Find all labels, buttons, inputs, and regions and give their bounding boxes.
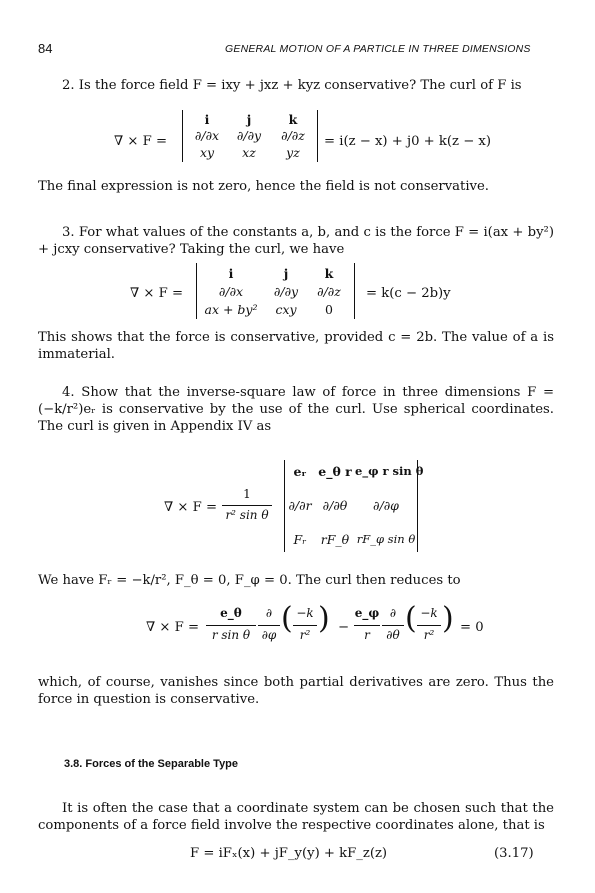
matrix-cell: ∂/∂r xyxy=(288,498,312,513)
equation-3-17: F = iFₓ(x) + jF_y(y) + kF_z(z) xyxy=(190,846,388,861)
example-3-question: 3. For what values of the constants a, b, and c is the force F = i(ax + by²) + jcxy conservative? Taking the curl, we have xyxy=(38,225,554,257)
term1-denominator: r sin θ xyxy=(211,628,251,642)
matrix-cell: e_θ r xyxy=(318,464,352,479)
matrix-cell: ∂/∂z xyxy=(317,284,341,299)
term2-numerator: e_φ xyxy=(354,606,380,620)
inner-denominator: r² xyxy=(423,628,435,642)
fraction-bar xyxy=(417,625,441,626)
matrix-cell: yz xyxy=(286,145,300,160)
matrix-cell: 0 xyxy=(325,302,333,317)
inner-numerator: −k xyxy=(420,606,438,620)
matrix-cell: cxy xyxy=(275,302,297,317)
example-3-conclusion: This shows that the force is conservative, provided c = 2b. The value of a is immaterial. xyxy=(38,330,554,362)
matrix-cell: k xyxy=(324,266,334,281)
matrix-cell: j xyxy=(246,112,252,127)
prefactor-numerator: 1 xyxy=(243,487,251,501)
fraction-bar xyxy=(293,625,317,626)
fraction-bar xyxy=(222,505,272,506)
matrix-cell: xz xyxy=(242,145,256,160)
inner-numerator: −k xyxy=(296,606,314,620)
matrix-cell: xy xyxy=(199,145,215,160)
matrix-cell: i xyxy=(228,266,234,281)
matrix-cell: Fᵣ xyxy=(293,532,307,547)
example-4-given: We have Fᵣ = −k/r², F_θ = 0, F_φ = 0. The curl then reduces to xyxy=(38,573,461,588)
matrix-cell: e_φ r sin θ xyxy=(355,464,424,478)
section-heading: 3.8. Forces of the Separable Type xyxy=(64,758,239,770)
matrix-cell: ∂/∂x xyxy=(218,284,244,299)
example-4-conclusion: which, of course, vanishes since both partial derivatives are zero. Thus the force in question is conservative. xyxy=(38,675,554,707)
page-number: 84 xyxy=(38,41,53,56)
matrix-cell: ∂/∂y xyxy=(236,128,262,143)
fraction-bar xyxy=(382,625,404,626)
determinant xyxy=(196,263,355,319)
minus-sign: − xyxy=(338,620,350,635)
matrix-cell: ∂/∂z xyxy=(281,128,305,143)
reduced-result: = 0 xyxy=(460,620,484,635)
left-paren: ( xyxy=(405,601,417,636)
prefactor-denominator: r² sin θ xyxy=(225,508,269,522)
matrix-cell: ∂/∂x xyxy=(194,128,220,143)
running-header: GENERAL MOTION OF A PARTICLE IN THREE DIMENSIONS xyxy=(225,43,531,55)
curl-lhs: ∇ × F = xyxy=(130,286,184,301)
term2-denominator: r xyxy=(364,628,370,642)
matrix-cell: i xyxy=(204,112,210,127)
matrix-cell: rF_θ xyxy=(320,532,350,547)
equation-number: (3.17) xyxy=(494,846,534,861)
curl-result: = k(c − 2b)y xyxy=(366,286,451,301)
right-paren: ) xyxy=(318,601,330,636)
term1-numerator: e_θ xyxy=(220,606,242,620)
matrix-cell: ax + by² xyxy=(204,302,258,317)
determinant xyxy=(182,110,318,162)
determinant xyxy=(284,460,424,552)
partial-numerator: ∂ xyxy=(265,606,273,620)
fraction-bar xyxy=(258,625,280,626)
inner-denominator: r² xyxy=(299,628,311,642)
matrix-cell: k xyxy=(288,112,298,127)
matrix-cell: eᵣ xyxy=(293,464,307,479)
curl-result: = i(z − x) + j0 + k(z − x) xyxy=(324,134,492,149)
partial-denominator: ∂θ xyxy=(386,628,400,642)
matrix-cell: ∂/∂y xyxy=(273,284,299,299)
partial-numerator: ∂ xyxy=(389,606,397,620)
matrix-cell: j xyxy=(283,266,289,281)
example-4-question: 4. Show that the inverse-square law of force in three dimensions F = (−k/r²)eᵣ is conservative by the use of the curl. Use spherical coordinates. The curl is given in Appendix IV as xyxy=(38,385,554,434)
partial-denominator: ∂φ xyxy=(261,628,277,642)
matrix-cell: ∂/∂θ xyxy=(322,498,348,513)
fraction-bar xyxy=(354,625,380,626)
matrix-cell: ∂/∂φ xyxy=(373,498,399,513)
fraction-bar xyxy=(206,625,256,626)
curl-lhs: ∇ × F = xyxy=(114,134,168,149)
curl-lhs: ∇ × F = xyxy=(146,620,200,635)
example-2-question: 2. Is the force field F = ixy + jxz + kyz conservative? The curl of F is xyxy=(62,78,522,93)
matrix-cell: rF_φ sin θ xyxy=(356,532,416,546)
right-paren: ) xyxy=(442,601,454,636)
curl-lhs: ∇ × F = xyxy=(164,500,218,515)
example-2-conclusion: The final expression is not zero, hence the field is not conservative. xyxy=(38,179,489,194)
section-body: It is often the case that a coordinate system can be chosen such that the components of a force field involve the respective coordinates alone, that is xyxy=(38,801,554,833)
left-paren: ( xyxy=(281,601,293,636)
